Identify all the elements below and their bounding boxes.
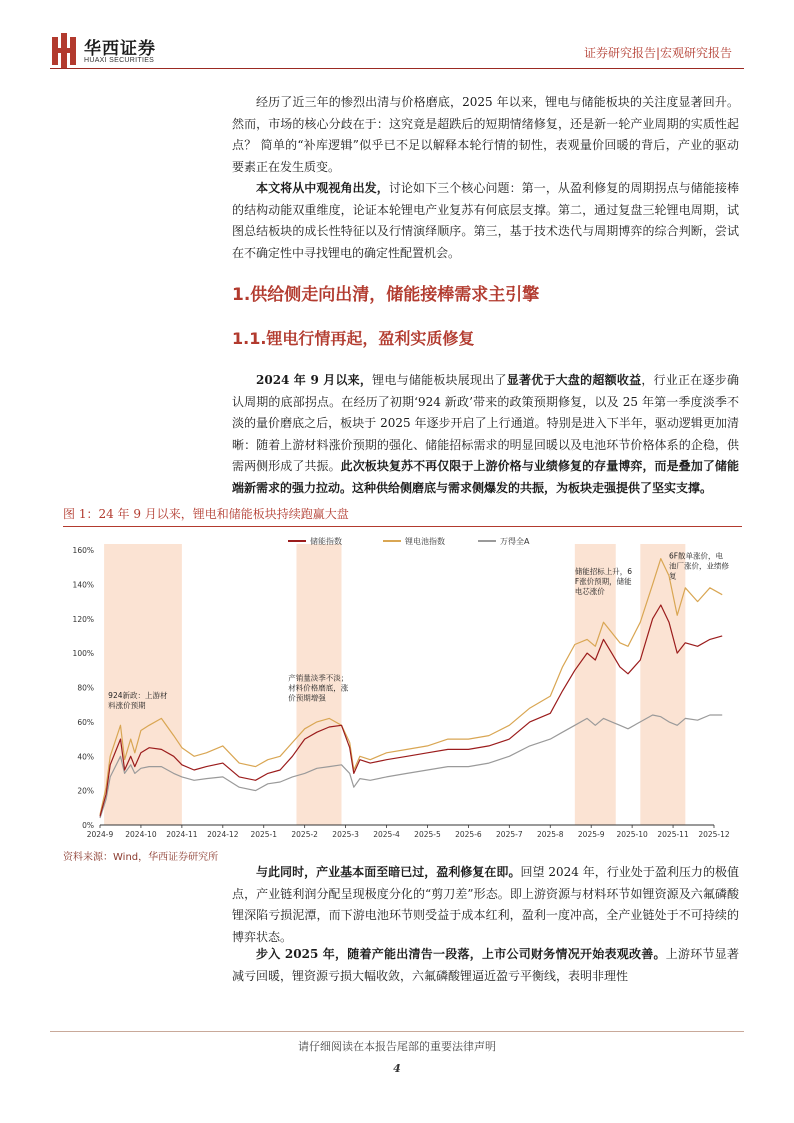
intro-paragraph-1: 经历了近三年的惨烈出清与价格磨底，2025 年以来，锂电与储能板块的关注度显著回升。然而，市场的核心分歧在于：这究竟是超跌后的短期情绪修复，还是新一轮产业周期的实质性起点？ 简单的“补库逻辑”似乎已不足以解释本轮行情的韧性，表观量价回暖的背后，产业的驱动要素正在发生质变。 [232,95,739,174]
body1-text-a: 锂电与储能板块展现出了 [372,373,507,387]
x-tick-label: 2025-3 [332,830,359,839]
x-tick-label: 2025-7 [496,830,523,839]
line-chart [63,530,743,846]
chart-annotation-line: 6F散单涨价，电 [668,551,724,561]
chart-annotation-line: 料涨价预期 [108,700,146,710]
x-tick-label: 2025-12 [698,830,730,839]
figure-title: 图 1：24 年 9 月以来，锂电和储能板块持续跑赢大盘 [63,507,349,521]
chart-annotation-line: 材料价格磨底，涨 [288,683,349,693]
x-tick-label: 2024-11 [166,830,198,839]
x-tick-label: 2024-9 [86,830,114,839]
x-tick-label: 2025-10 [616,830,648,839]
body-paragraph-2 [232,862,739,948]
y-tick-label: 40% [77,752,94,762]
y-tick-label: 120% [72,614,94,624]
x-tick-label: 2025-4 [373,830,400,839]
figure-source: 资料来源：Wind，华西证券研究所 [63,852,219,863]
shaded-period [104,544,182,825]
y-tick-label: 100% [72,649,94,659]
intro-rest: 讨论如下三个核心问题：第一，从盈利修复的周期拐点与储能接棒的结构动能双重维度，论证本轮锂电产业复苏有何底层支撑。第二，通过复盘三轮锂电周期，试图总结板块的成长性特征以及行情演绎顺序。第三，基于技术迭代与周期博弈的综合判断，尝试在不确定性中寻找锂电的确定性配置机会。 [232,181,739,260]
legend-label: 储能指数 [310,537,342,546]
header-divider [50,68,744,69]
body1-text-c: ，行业正在逐步确认周期的底部拐点。在经历了初期‘924 新政’带来的政策预期修复，以及 25 年第一季度淡季不淡的量价磨底之后，板块于 2025 年逐步开启了上行通道。特别是进入下半年，驱动逻辑更加清晰：随着上游材料涨价预期的强化、储能招标需求的明显回暖以及电池环节价格体系的企稳，供需两侧形成了共振。 [232,373,739,473]
chart-annotation-line: 产销量淡季不淡； [288,673,349,683]
huaxi-logo-icon [50,33,78,69]
body2-text: 回望 2024 年，行业处于盈利压力的极值点，产业链利润分配呈现极度分化的“剪刀差”形态。即上游资源与材料环节如锂资源及六氟磷酸锂深陷亏损泥潭，而下游电池环节则受益于成本红利，盈利一度冲高，全产业链处于不可持续的博弈状态。 [232,865,739,944]
body-paragraph-1 [232,370,739,499]
series-line [100,559,722,815]
y-tick-label: 60% [77,717,94,727]
y-tick-label: 0% [82,821,94,830]
logo-text-en: HUAXI SECURITIES [84,57,155,64]
chart-annotation-line: F涨价预期，储能 [574,577,632,587]
logo-text-cn: 华西证券 [84,39,156,59]
y-tick-label: 160% [72,546,94,555]
x-tick-label: 2025-11 [657,830,689,839]
x-tick-label: 2024-12 [207,830,239,839]
x-tick-label: 2025-6 [455,830,482,839]
report-type: 证券研究报告|宏观研究报告 [583,46,732,60]
shaded-period [640,544,685,825]
body1-bold-1: 显著优于大盘的超额收益 [506,373,642,387]
x-tick-label: 2025-9 [577,830,605,839]
intro-lead: 本文将从中观视角出发， [256,181,389,195]
chart-annotation-line: 池厂涨价，业绩修 [668,561,729,571]
intro-paragraph-2 [232,178,739,264]
x-tick-label: 2025-8 [536,830,564,839]
chart-annotation-line: 924新政：上游材 [108,690,168,700]
x-tick-label: 2025-5 [414,830,441,839]
chart-annotation [575,566,632,596]
body3-text: 上游环节显著减亏回暖，锂资源亏损大幅收敛，六氟磷酸锂逼近盈亏平衡线，表明非理性 [232,947,739,983]
x-tick-label: 2025-2 [291,830,318,839]
figure-divider [63,526,742,527]
body-paragraph-3 [232,944,739,987]
footer-divider [50,1031,744,1032]
body1-lead: 2024 年 9 月以来， [256,373,373,387]
chart-annotation-line: 电芯涨价 [574,587,605,597]
y-tick-label: 80% [77,683,94,693]
x-tick-label: 2024-10 [125,830,157,839]
body3-lead: 步入 2025 年，随着产能出清告一段落，上市公司财务情况开始表观改善。 [256,947,666,961]
footer-disclaimer: 请仔细阅读在本报告尾部的重要法律声明 [298,1040,496,1053]
company-logo [50,33,190,69]
subsection-heading: 1.1.锂电行情再起，盈利实质修复 [232,329,475,348]
body2-lead: 与此同时，产业基本面至暗已过，盈利修复在即。 [256,865,521,879]
x-tick-label: 2025-1 [250,830,278,839]
body1-bold-2: 此次板块复苏不再仅限于上游价格与业绩修复的存量博弈，而是叠加了储能端新需求的强力拉动。这种供给侧磨底与需求侧爆发的共振，为板块走强提供了坚实支撑。 [232,459,739,495]
legend-label: 万得全A [500,537,530,546]
chart-annotation-line: 价预期增强 [288,693,326,703]
page-number: 4 [393,1062,401,1075]
chart-annotation-line: 复 [668,571,677,581]
series-line [100,715,722,818]
y-tick-label: 20% [77,786,94,796]
legend-label: 锂电池指数 [405,537,445,546]
section-heading: 1.供给侧走向出清，储能接棒需求主引擎 [232,285,540,305]
y-tick-label: 140% [72,580,94,590]
series-line [100,605,722,816]
chart-annotation-line: 储能招标上升，6 [574,567,633,577]
